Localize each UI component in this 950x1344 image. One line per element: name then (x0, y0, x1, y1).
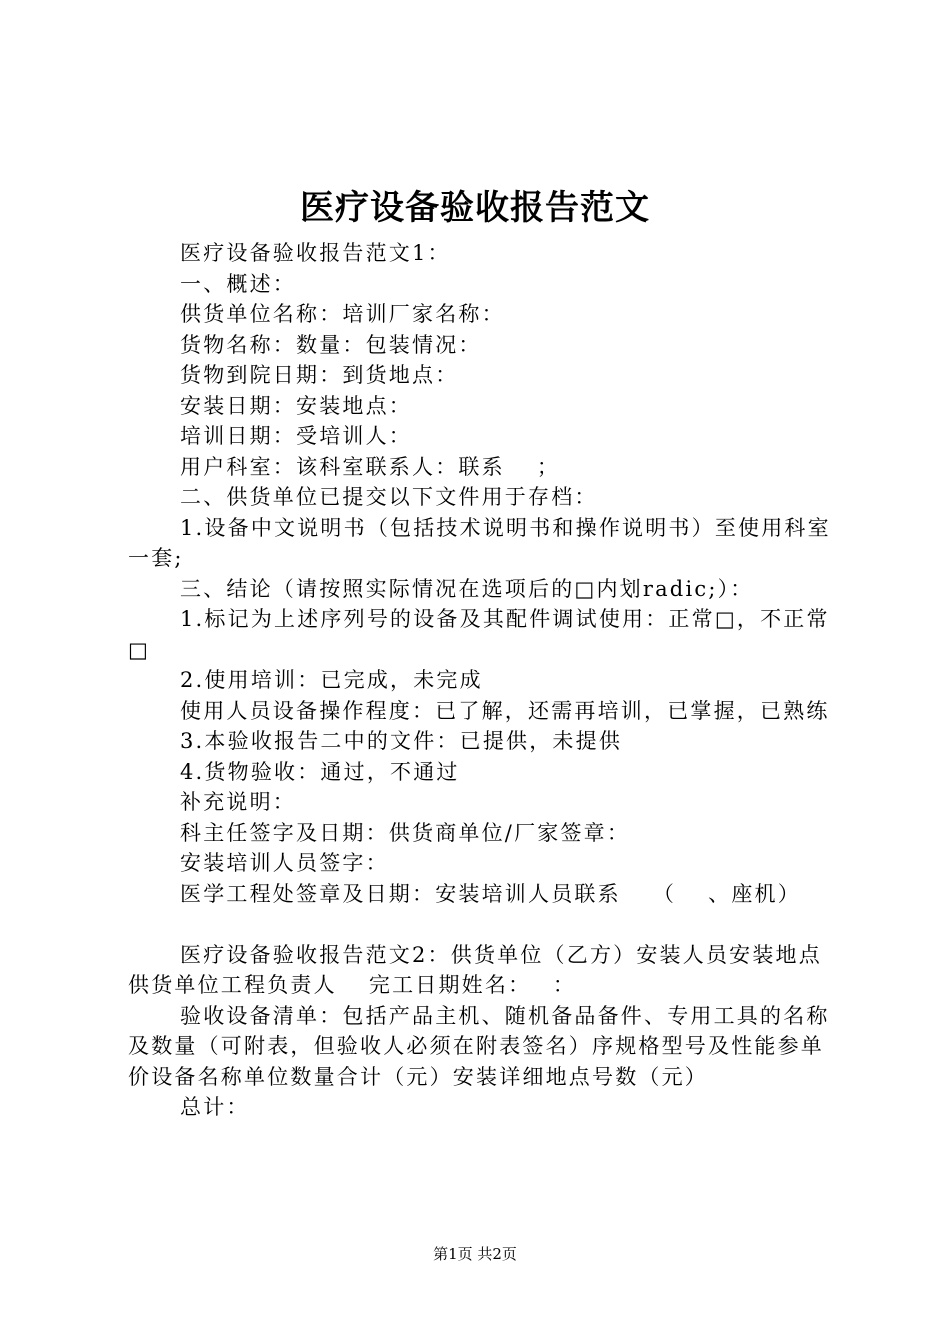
paragraph: 科主任签字及日期：供货商单位/厂家签章： (180, 820, 631, 845)
paragraph: 一、概述： (180, 271, 296, 296)
paragraph: 安装培训人员签字： (180, 851, 389, 875)
document-title: 医疗设备验收报告范文 (300, 188, 650, 228)
paragraph: 医疗设备验收报告范文2：供货单位（乙方）安装人员安装地点供货单位工程负责人 完工日期姓名： ： (128, 942, 822, 997)
paragraph: 验收设备清单：包括产品主机、随机备品备件、专用工具的名称及数量（可附表，但验收人必须在附表签名）序规格型号及性能参单价设备名称单位数量合计（元）安装详细地点号数（元） (128, 1003, 830, 1089)
paragraph: 4.货物验收：通过，不通过 (180, 759, 460, 784)
paragraph: 1.设备中文说明书（包括技术说明书和操作说明书）至使用科室一套; (128, 515, 831, 570)
paragraph: 医学工程处签章及日期：安装培训人员联系 （ 、座机） (180, 881, 801, 906)
paragraph: 医疗设备验收报告范文1： (180, 241, 451, 265)
paragraph: 使用人员设备操作程度：已了解，还需再培训，已掌握，已熟练 (180, 698, 830, 723)
document-body (128, 238, 836, 1123)
paragraph: 货物到院日期：到货地点： (180, 363, 459, 387)
blank-line (128, 909, 836, 940)
paragraph: 补充说明： (180, 790, 296, 814)
paragraph: 培训日期：受培训人： (180, 424, 412, 448)
paragraph: 3.本验收报告二中的文件：已提供，未提供 (180, 729, 623, 753)
paragraph: 总计： (180, 1095, 250, 1119)
paragraph: 三、结论（请按照实际情况在选项后的□内划radic;）： (180, 576, 754, 601)
page-footer: 第1页 共2页 (433, 1245, 517, 1263)
paragraph: 2.使用培训：已完成，未完成 (180, 668, 483, 692)
paragraph: 货物名称：数量：包装情况： (180, 332, 482, 357)
paragraph: 供货单位名称：培训厂家名称： (180, 302, 505, 326)
paragraph: 安装日期：安装地点： (180, 393, 412, 418)
paragraph: 用户科室：该科室联系人：联系 ； (180, 454, 561, 479)
paragraph: 二、供货单位已提交以下文件用于存档： (180, 485, 598, 509)
paragraph: 1.标记为上述序列号的设备及其配件调试使用：正常□，不正常□ (128, 607, 830, 662)
